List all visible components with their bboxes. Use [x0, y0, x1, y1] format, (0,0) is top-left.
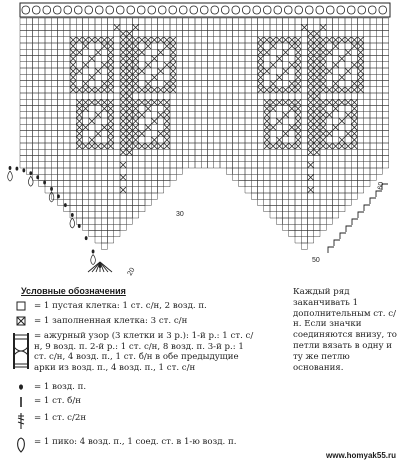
legend-text-chain-stitch: = 1 возд. п.	[34, 382, 87, 392]
legend-item-filled-cell	[8, 316, 258, 327]
legend-text-dc2-stitch: = 1 ст. с/2н	[34, 413, 87, 423]
legend-item-sc-stitch	[8, 396, 258, 408]
legend-text-filled-cell: = 1 заполненная клетка: 3 ст. с/н	[34, 316, 188, 326]
filled-cells	[70, 24, 364, 193]
legend-item-picot	[8, 437, 258, 453]
sc-stitch-icon	[17, 396, 25, 408]
chain-stitch-icon	[17, 382, 25, 392]
empty-cell-icon	[16, 301, 26, 311]
legend-text-sc-stitch: = 1 ст. б/н	[34, 396, 81, 406]
dc2-stitch-icon	[16, 413, 26, 429]
row-mark-right-50: 50	[312, 257, 320, 264]
row-mark-left-30: 30	[176, 211, 184, 218]
legend-text-picot: = 1 пико: 4 возд. п., 1 соед. ст. в 1-ю возд. п.	[34, 437, 237, 447]
legend-item-chain-stitch	[8, 382, 258, 393]
picot-icon	[16, 437, 26, 453]
filled-cell-icon	[16, 316, 26, 326]
row-mark-right-60: 60	[377, 181, 386, 191]
legend-item-lacy-pattern	[8, 331, 258, 373]
row-mark-left-20: 20	[126, 266, 137, 277]
legend-title: Условные обозначения	[21, 286, 126, 296]
legend-item-empty-cell	[8, 301, 258, 312]
legend-text-empty-cell: = 1 пустая клетка: 1 ст. с/н, 2 возд. п.	[34, 301, 207, 311]
legend-item-dc2-stitch	[8, 413, 258, 429]
legend-text-lacy-pattern: = ажурный узор (3 клетки и 3 р.): 1-й р.: 1 ст. с/н, 9 возд. п. 2-й р.: 1 ст. с/н, 8 возд. п. 3-й р.: 1 ст. с/н, 4 возд. п., 1 ст. б/н в обе предыдущие арки из возд. п., 4 возд. п., 1 ст. с/н	[34, 331, 254, 373]
lacy-pattern-icon	[10, 331, 32, 371]
watermark: www.homyak55.ru	[326, 451, 396, 460]
note-text: Каждый ряд заканчивать 1 дополнительным ст. с/н. Если значки соединяются внизу, то петли вязать в одну и ту же петлю основания.	[293, 287, 397, 373]
edging	[8, 166, 388, 272]
